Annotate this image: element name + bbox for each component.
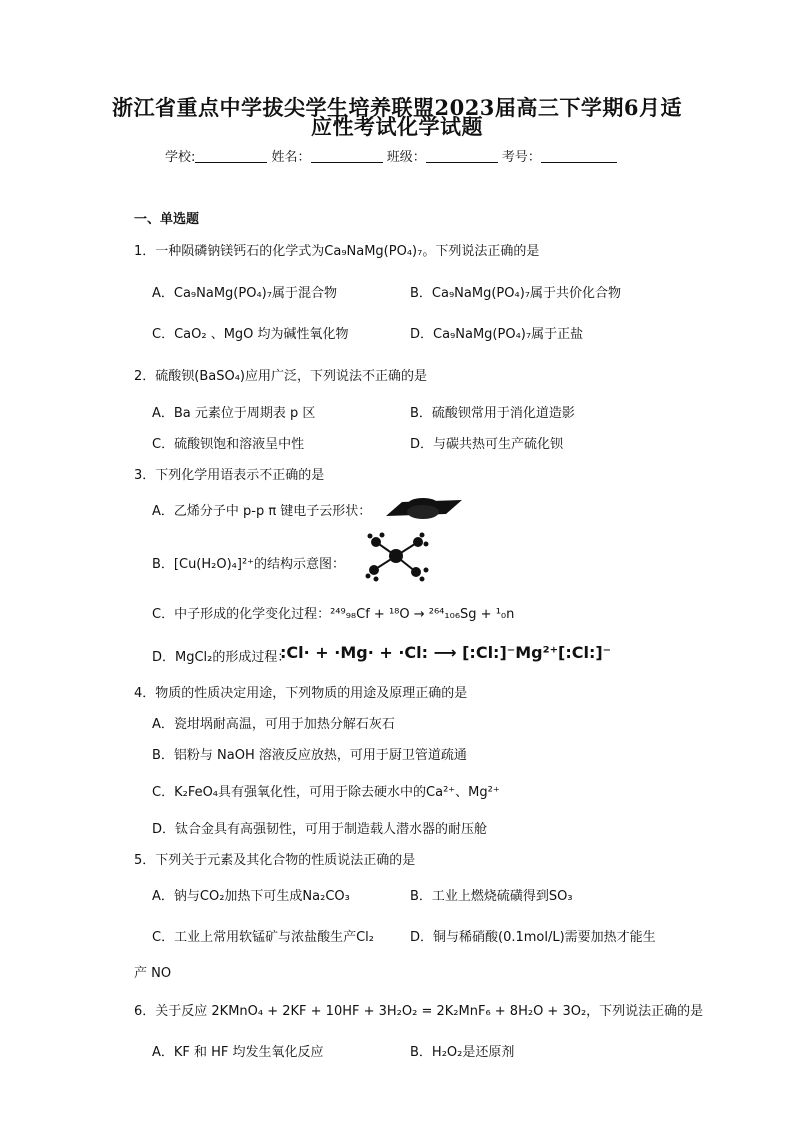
q3-option-a: A．乙烯分子中 p-p π 键电子云形状：: [152, 504, 372, 519]
q2-stem: 2．硫酸钡(BaSO₄)应用广泛，下列说法不正确的是: [134, 369, 427, 384]
student-info-row: [165, 146, 617, 165]
name-blank[interactable]: [311, 148, 383, 163]
q1-stem: 1．一种陨磷钠镁钙石的化学式为Ca₉NaMg(PO₄)₇。下列说法正确的是: [134, 244, 540, 259]
page-title-line2: 应性考试化学试题: [311, 114, 483, 139]
q4-option-c: C．K₂FeO₄具有强氧化性，可用于除去硬水中的Ca²⁺、Mg²⁺: [152, 785, 500, 800]
class-label: 班级：: [386, 150, 426, 165]
q5-stem: 5．下列关于元素及其化合物的性质说法正确的是: [134, 853, 416, 868]
q3-stem: 3．下列化学用语表示不正确的是: [134, 468, 325, 483]
school-label: 学校:: [165, 150, 196, 165]
q6-option-a: A．KF 和 HF 均发生氧化反应: [152, 1045, 324, 1060]
name-label: 姓名：: [271, 150, 311, 165]
q5-option-b: B．工业上燃烧硫磺得到SO₃: [410, 889, 573, 904]
class-blank[interactable]: [426, 148, 498, 163]
mgcl2-formation-formula: :Cl· + ·Mg· + ·Cl: ⟶ [:Cl:]⁻Mg²⁺[:Cl:]⁻: [280, 643, 612, 662]
q1-option-a: A．Ca₉NaMg(PO₄)₇属于混合物: [152, 286, 337, 301]
q2-option-b: B．硫酸钡常用于消化道造影: [410, 406, 575, 421]
number-blank[interactable]: [541, 148, 617, 163]
q1-option-c: C．CaO₂ 、MgO 均为碱性氧化物: [152, 327, 349, 342]
q3-option-d-prefix: D．MgCl₂的形成过程：: [152, 650, 291, 665]
q5-option-d-continued: 产 NO: [134, 966, 172, 981]
pi-bond-cloud-image: [382, 494, 464, 524]
q2-option-d: D．与碳共热可生产硫化钡: [410, 437, 564, 452]
copper-complex-structure-image: [356, 528, 436, 584]
q5-option-d: D．铜与稀硝酸(0.1mol/L)需要加热才能生: [410, 930, 656, 945]
q4-stem: 4．物质的性质决定用途，下列物质的用途及原理正确的是: [134, 686, 468, 701]
q5-option-c: C．工业上常用软锰矿与浓盐酸生产Cl₂: [152, 930, 374, 945]
q3-option-b: B．[Cu(H₂O)₄]²⁺的结构示意图：: [152, 557, 346, 572]
q4-option-a: A．瓷坩埚耐高温，可用于加热分解石灰石: [152, 717, 395, 732]
q1-option-b: B．Ca₉NaMg(PO₄)₇属于共价化合物: [410, 286, 621, 301]
q2-option-a: A．Ba 元素位于周期表 p 区: [152, 406, 316, 421]
q2-option-c: C．硫酸钡饱和溶液呈中性: [152, 437, 305, 452]
q6-option-b: B．H₂O₂是还原剂: [410, 1045, 515, 1060]
school-blank[interactable]: [195, 148, 267, 163]
q5-option-a: A．钠与CO₂加热下可生成Na₂CO₃: [152, 889, 350, 904]
page-title-line1: 浙江省重点中学拔尖学生培养联盟2023届高三下学期6月适: [111, 95, 683, 120]
q3-option-c: C．中子形成的化学变化过程：²⁴⁹₉₈Cf + ¹⁸O → ²⁶⁴₁₀₆Sg + ¹₀n: [152, 607, 515, 622]
section-heading: 一、单选题: [134, 212, 200, 227]
q4-option-d: D．钛合金具有高强韧性，可用于制造载人潜水器的耐压舱: [152, 822, 488, 837]
q4-option-b: B．铝粉与 NaOH 溶液反应放热，可用于厨卫管道疏通: [152, 748, 467, 763]
q6-stem: 6．关于反应 2KMnO₄ + 2KF + 10HF + 3H₂O₂ = 2K₂MnF₆ + 8H₂O + 3O₂，下列说法正确的是: [134, 1004, 704, 1019]
q1-option-d: D．Ca₉NaMg(PO₄)₇属于正盐: [410, 327, 584, 342]
number-label: 考号：: [501, 150, 541, 165]
